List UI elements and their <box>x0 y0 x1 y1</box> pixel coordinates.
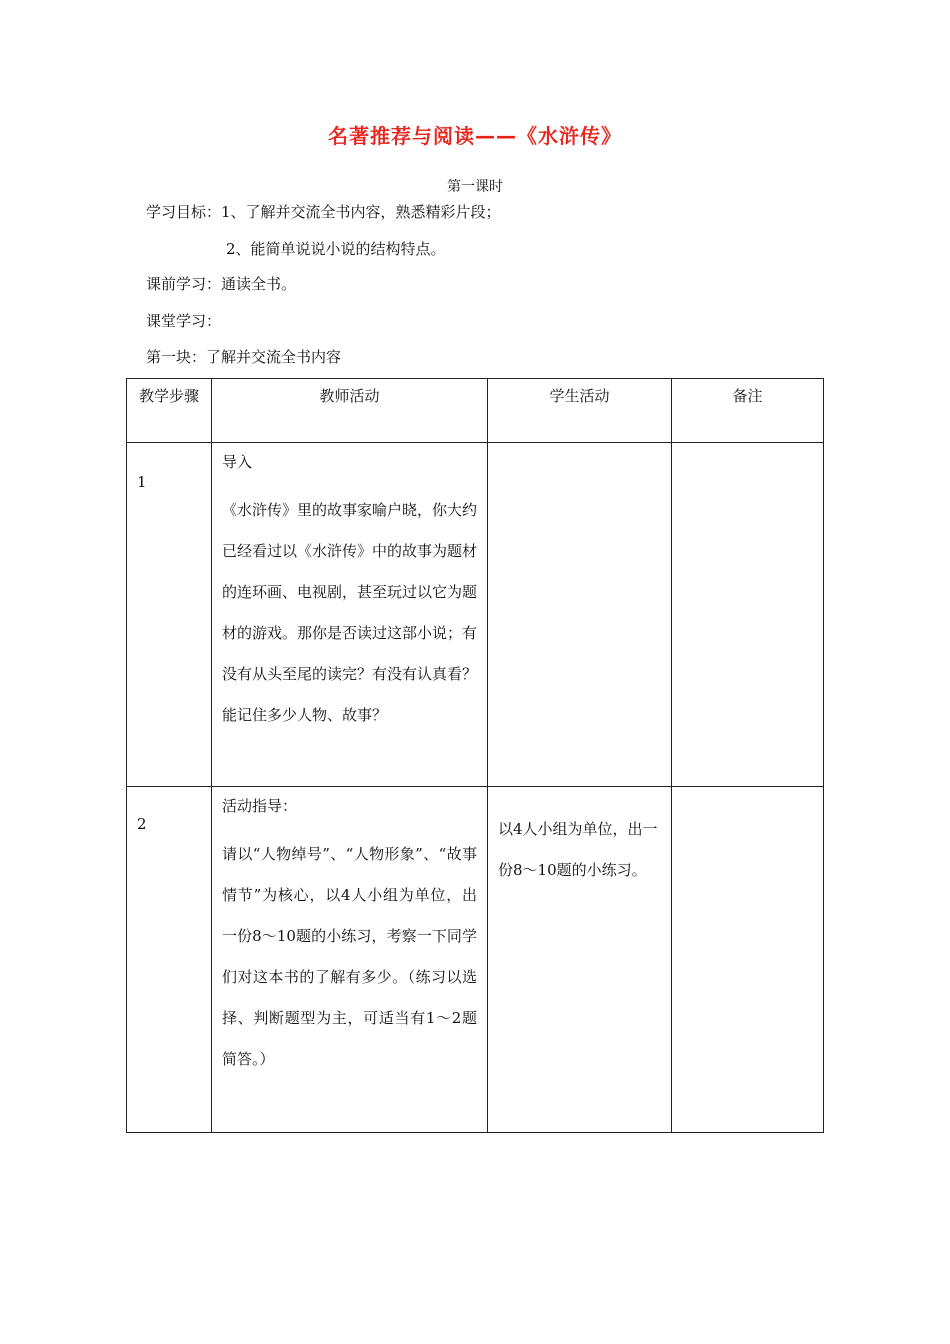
preclass-line: 课前学习：通读全书。 <box>146 275 297 293</box>
teacher-activity <box>212 787 488 1133</box>
step-number: 1 <box>127 443 212 787</box>
session-label: 第一课时 <box>447 179 503 195</box>
table-row <box>127 787 824 1133</box>
table-header-row <box>127 379 824 443</box>
teacher-activity-heading: 导入 <box>222 453 253 471</box>
notes-cell <box>672 787 824 1133</box>
objectives-line-2: 2、能简单说说小说的结构特点。 <box>226 240 446 258</box>
student-activity <box>488 443 672 787</box>
teacher-activity <box>212 443 488 787</box>
lesson-table <box>126 378 824 1133</box>
table-row <box>127 443 824 787</box>
objectives-line-1: 学习目标：1、了解并交流全书内容，熟悉精彩片段； <box>146 203 501 221</box>
document-title: 名著推荐与阅读——《水浒传》 <box>328 124 622 148</box>
notes-cell <box>672 443 824 787</box>
inclass-line: 课堂学习： <box>146 312 222 330</box>
teacher-activity-heading: 活动指导： <box>222 797 298 815</box>
header-notes: 备注 <box>672 379 824 443</box>
teacher-activity-text: 请以“人物绰号”、“人物形象”、“故事情节”为核心，以4人小组为单位，出一份8～10题的小练习，考察一下同学们对这本书的了解有多少。（练习以选择、判断题型为主，可适当有1～2题简答。） <box>222 845 477 1068</box>
student-activity: 以4人小组为单位，出一份8～10题的小练习。 <box>488 787 672 1133</box>
header-step: 教学步骤 <box>127 379 212 443</box>
header-teacher: 教师活动 <box>212 379 488 443</box>
step-number: 2 <box>127 787 212 1133</box>
header-student: 学生活动 <box>488 379 672 443</box>
teacher-activity-text: 《水浒传》里的故事家喻户晓，你大约已经看过以《水浒传》中的故事为题材的连环画、电视剧，甚至玩过以它为题材的游戏。那你是否读过这部小说；有没有从头至尾的读完？有没有认真看？能记住多少人物、故事？ <box>222 501 478 724</box>
block-heading: 第一块：了解并交流全书内容 <box>146 348 342 366</box>
